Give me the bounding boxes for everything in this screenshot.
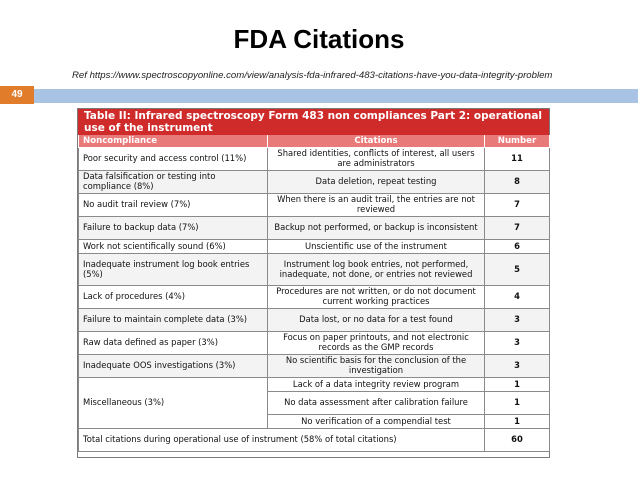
- table-row: [79, 332, 550, 355]
- number-cell: 3: [485, 355, 550, 378]
- table-row: [79, 240, 550, 254]
- number-cell: 8: [485, 171, 550, 194]
- reference-text: Ref https://www.spectroscopyonline.com/view/analysis-fda-infrared-483-citations-have-you-data-integrity-problem: [72, 70, 553, 81]
- noncompliance-cell: Failure to maintain complete data (3%): [79, 309, 268, 332]
- citation-cell: Procedures are not written, or do not document current working practices: [268, 286, 485, 309]
- citation-cell: Data lost, or no data for a test found: [268, 309, 485, 332]
- table-header-row: [79, 135, 550, 148]
- table-row: [79, 309, 550, 332]
- noncompliance-cell: Work not scientifically sound (6%): [79, 240, 268, 254]
- citation-cell: Lack of a data integrity review program: [268, 378, 485, 392]
- citation-cell: Focus on paper printouts, and not electronic records as the GMP records: [268, 332, 485, 355]
- table-row: [79, 171, 550, 194]
- number-cell: 3: [485, 309, 550, 332]
- number-cell: 6: [485, 240, 550, 254]
- citation-cell: Data deletion, repeat testing: [268, 171, 485, 194]
- noncompliance-cell-misc: Miscellaneous (3%): [79, 378, 268, 429]
- citation-cell: When there is an audit trail, the entries are not reviewed: [268, 194, 485, 217]
- noncompliance-cell: Raw data defined as paper (3%): [79, 332, 268, 355]
- header-number: Number: [485, 135, 550, 148]
- number-cell: 7: [485, 217, 550, 240]
- noncompliance-cell: Inadequate OOS investigations (3%): [79, 355, 268, 378]
- number-cell: 1: [485, 415, 550, 429]
- total-number-cell: 60: [485, 429, 550, 452]
- noncompliance-cell: Poor security and access control (11%): [79, 148, 268, 171]
- header-band: [0, 89, 638, 103]
- noncompliance-table: [78, 135, 550, 452]
- citation-cell: Unscientific use of the instrument: [268, 240, 485, 254]
- header-citations: Citations: [268, 135, 485, 148]
- number-cell: 5: [485, 254, 550, 286]
- noncompliance-cell: Failure to backup data (7%): [79, 217, 268, 240]
- table-row: [79, 148, 550, 171]
- header-noncompliance: Noncompliance: [79, 135, 268, 148]
- table-row: [79, 286, 550, 309]
- slide-title: FDA Citations: [233, 24, 405, 54]
- number-cell: 4: [485, 286, 550, 309]
- table-image: [77, 108, 550, 458]
- citation-cell: No scientific basis for the conclusion of the investigation: [268, 355, 485, 378]
- table-row: [79, 355, 550, 378]
- citation-cell: No data assessment after calibration failure: [268, 392, 485, 415]
- number-cell: 3: [485, 332, 550, 355]
- table-row: [79, 378, 550, 392]
- noncompliance-cell: Inadequate instrument log book entries (5%): [79, 254, 268, 286]
- page-number-badge: 49: [0, 86, 34, 104]
- citation-cell: Shared identities, conflicts of interest, all users are administrators: [268, 148, 485, 171]
- noncompliance-cell: Data falsification or testing into compliance (8%): [79, 171, 268, 194]
- total-label-cell: Total citations during operational use of instrument (58% of total citations): [79, 429, 485, 452]
- table-title: Table II: Infrared spectroscopy Form 483 non compliances Part 2: operational use of the instrument: [78, 109, 549, 135]
- table-row: [79, 194, 550, 217]
- number-cell: 1: [485, 392, 550, 415]
- table-row: [79, 217, 550, 240]
- citation-cell: Instrument log book entries, not performed, inadequate, not done, or entries not reviewed: [268, 254, 485, 286]
- citation-cell: Backup not performed, or backup is inconsistent: [268, 217, 485, 240]
- number-cell: 11: [485, 148, 550, 171]
- table-total-row: [79, 429, 550, 452]
- number-cell: 1: [485, 378, 550, 392]
- noncompliance-cell: No audit trail review (7%): [79, 194, 268, 217]
- number-cell: 7: [485, 194, 550, 217]
- table-row: [79, 254, 550, 286]
- noncompliance-cell: Lack of procedures (4%): [79, 286, 268, 309]
- citation-cell: No verification of a compendial test: [268, 415, 485, 429]
